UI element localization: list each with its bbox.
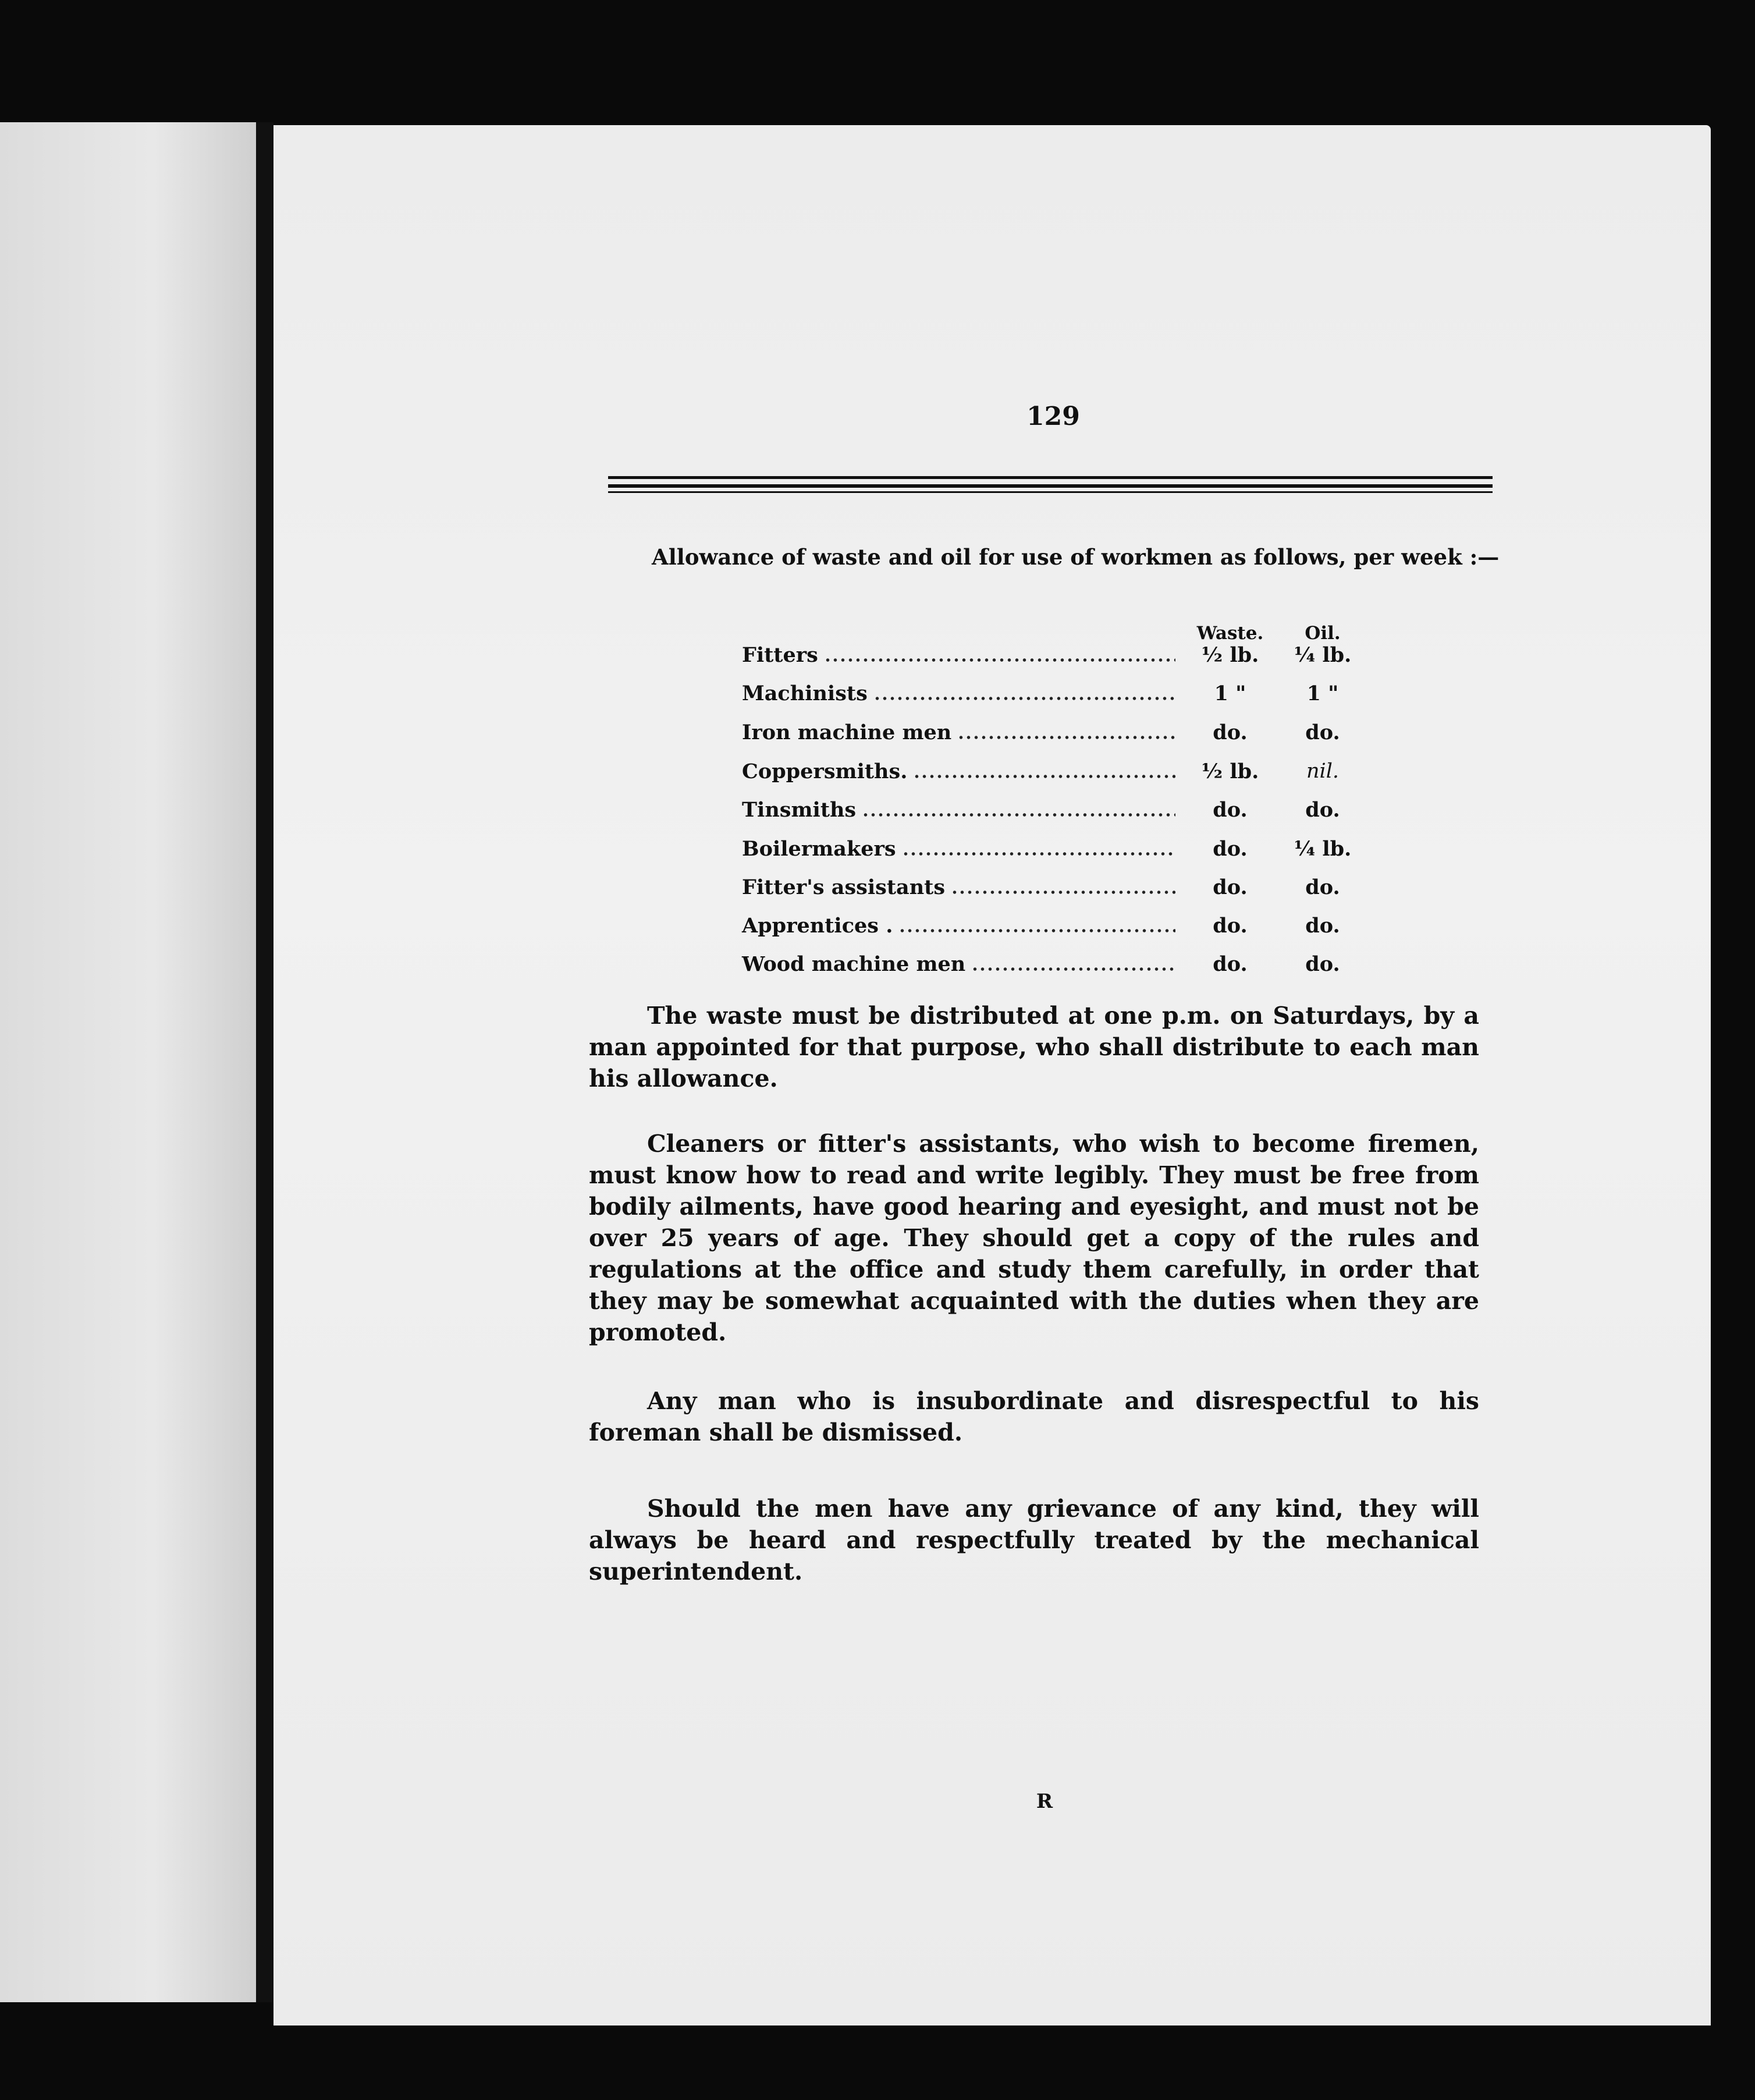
allowance-intro: Allowance of waste and oil for use of workmen as follows, per week :— bbox=[652, 544, 1500, 570]
row-trade: Wood machine men bbox=[742, 952, 966, 976]
row-trade: Tinsmiths bbox=[742, 798, 857, 822]
table-row bbox=[742, 760, 1370, 798]
row-trade: Apprentices . bbox=[742, 914, 893, 938]
table-row bbox=[742, 914, 1370, 952]
table-row bbox=[742, 875, 1370, 914]
row-trade: Fitters bbox=[742, 643, 818, 667]
leader-dots bbox=[873, 697, 1175, 700]
table-row bbox=[742, 643, 1370, 682]
row-waste: ½ lb. bbox=[1201, 643, 1259, 667]
row-oil: ¼ lb. bbox=[1294, 837, 1352, 861]
row-trade: Iron machine men bbox=[742, 721, 952, 744]
leader-dots bbox=[971, 967, 1175, 971]
row-waste: 1 " bbox=[1214, 682, 1246, 705]
table-row bbox=[742, 837, 1370, 875]
leader-dots bbox=[951, 891, 1175, 894]
table-row bbox=[742, 682, 1370, 720]
left-page bbox=[0, 122, 256, 2002]
oil-column-header: Oil. bbox=[1305, 623, 1341, 644]
leader-dots bbox=[913, 775, 1175, 778]
row-oil: do. bbox=[1305, 875, 1340, 899]
leader-dots bbox=[824, 658, 1175, 662]
row-oil: ¼ lb. bbox=[1294, 643, 1352, 667]
row-waste: do. bbox=[1213, 875, 1248, 899]
book-spine bbox=[256, 122, 273, 2002]
row-waste: ½ lb. bbox=[1201, 760, 1259, 783]
paragraph-firemen-requirements: Cleaners or fitter's assistants, who wish to become firemen, must know how to read and write legibly. They must be free from bodily ailments, have good hearing and eyesight, and must not be over 25 years of age. They should get a copy of the rules and regulations at the office and study them carefully, in order that they may be somewhat acquainted with the duties when they are promoted. bbox=[589, 1130, 1479, 1346]
row-oil: nil. bbox=[1306, 760, 1340, 783]
row-oil: do. bbox=[1305, 798, 1340, 822]
waste-column-header: Waste. bbox=[1196, 623, 1264, 644]
leader-dots bbox=[862, 813, 1175, 817]
header-rule-line bbox=[608, 476, 1493, 479]
row-oil: do. bbox=[1305, 721, 1340, 744]
page-number: 129 bbox=[1026, 402, 1080, 431]
row-waste: do. bbox=[1213, 721, 1248, 744]
table-row bbox=[742, 721, 1370, 759]
row-waste: do. bbox=[1213, 798, 1248, 822]
row-trade: Boilermakers bbox=[742, 837, 896, 861]
header-rule-line bbox=[608, 491, 1493, 493]
row-oil: 1 " bbox=[1306, 682, 1339, 705]
row-oil: do. bbox=[1305, 952, 1340, 976]
signature-mark: R bbox=[1036, 1790, 1053, 1813]
row-trade: Fitter's assistants bbox=[742, 875, 946, 899]
table-row bbox=[742, 798, 1370, 836]
row-waste: do. bbox=[1213, 914, 1248, 938]
leader-dots bbox=[957, 736, 1175, 739]
row-waste: do. bbox=[1213, 837, 1248, 861]
table-row bbox=[742, 952, 1370, 991]
leader-dots bbox=[902, 852, 1175, 856]
leader-dots bbox=[898, 929, 1175, 932]
row-waste: do. bbox=[1213, 952, 1248, 976]
row-trade: Machinists bbox=[742, 682, 868, 705]
paragraph-waste-distribution: The waste must be distributed at one p.m. on Saturdays, by a man appointed for that purpose, who shall distribute to each man his allowance. bbox=[589, 1002, 1479, 1092]
paragraph-insubordination: Any man who is insubordinate and disrespectful to his foreman shall be dismissed. bbox=[589, 1387, 1479, 1446]
header-rule-line bbox=[608, 484, 1493, 488]
row-trade: Coppersmiths. bbox=[742, 760, 908, 783]
paragraph-grievance: Should the men have any grievance of any kind, they will always be heard and respectfully treated by the mechanical superintendent. bbox=[589, 1495, 1479, 1585]
row-oil: do. bbox=[1305, 914, 1340, 938]
